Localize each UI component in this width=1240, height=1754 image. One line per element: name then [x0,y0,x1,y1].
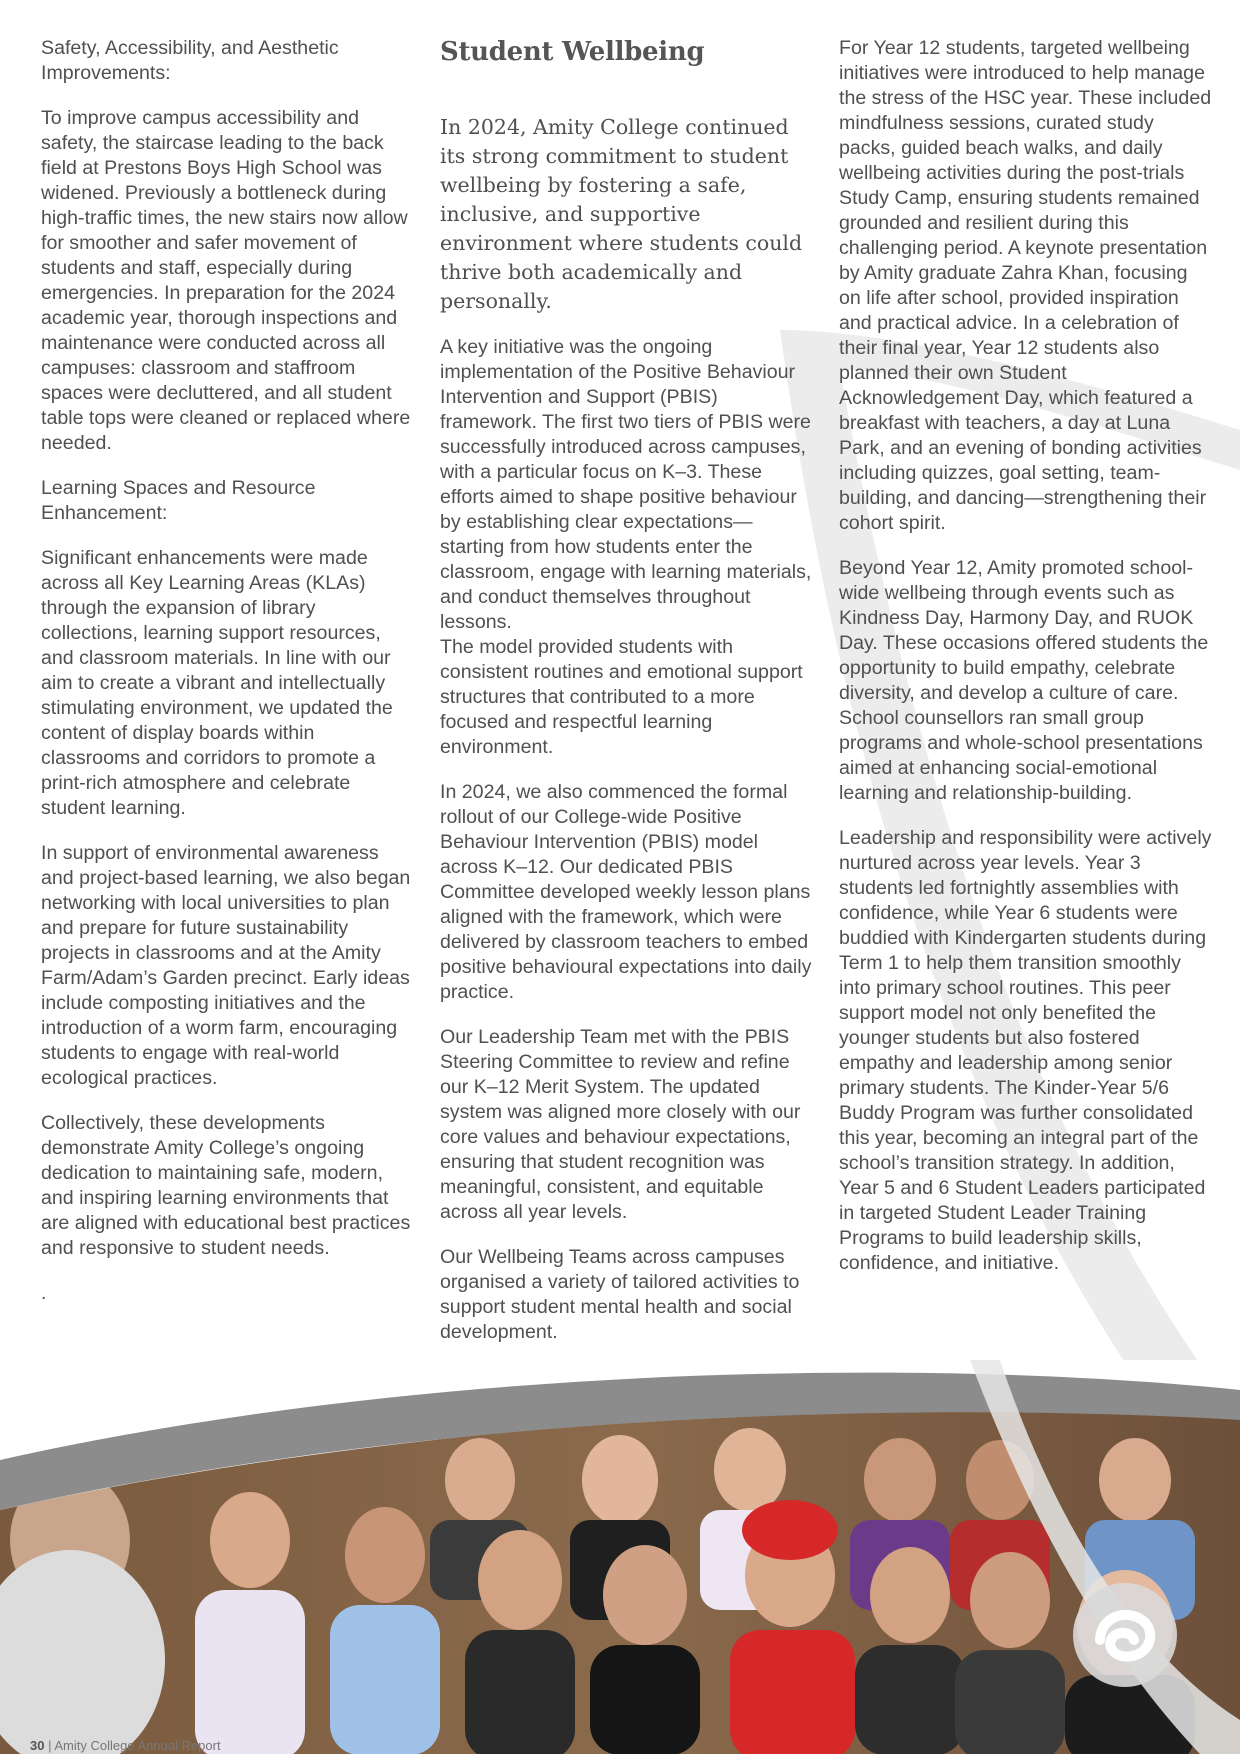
paragraph-pbis-framework: A key initiative was the ongoing implementation of the Positive Behaviour Intervention and Support (PBIS) framework. The first two tiers of PBIS were successfully introduced across campuses, with a particular focus on K–3. These efforts aimed to shape positive behaviour by establishing clear expectations—starting from how students enter the classroom, engage with learning materials, and conduct themselves throughout lessons. [440,336,812,633]
paragraph-leadership: Leadership and responsibility were actively nurtured across year levels. Year 3 students led fortnightly assemblies with confidence, while Year 6 students were buddied with Kindergarten students during Term 1 to help them transition smoothly into primary school routines. This peer support model not only benefited the younger students but also fostered empathy and leadership among senior primary students. The Kinder-Year 5/6 Buddy Program was further consolidated this year, becoming an integral part of the school’s transition strategy. In addition, Year 5 and 6 Student Leaders participated in targeted Student Leader Training Programs to build leadership skills, confidence, and initiative. [839,827,1212,1274]
section-title: Student Wellbeing [440,37,705,67]
column-right [839,36,1214,1296]
paragraph-merit-system: Our Leadership Team met with the PBIS Steering Committee to review and refine our K–12 Merit System. The updated system was aligned more closely with our core values and behaviour expectations, ensuring that student recognition was meaningful, consistent, and equitable across all year levels. [440,1026,801,1223]
subheading-learning-spaces: Learning Spaces and Resource Enhancement: [41,477,316,524]
report-name: Amity College Annual Report [54,1738,221,1753]
paragraph-enhancements: Significant enhancements were made across all Key Learning Areas (KLAs) through the expansion of library collections, learning support resources, and classroom materials. In line with our aim to create a vibrant and intellectually stimulating environment, we updated the content of display boards within classrooms and corridors to promote a print-rich atmosphere and celebrate student learning. [41,547,393,819]
paragraph-pbis-rollout: In 2024, we also commenced the formal rollout of our College-wide Positive Behaviour Intervention (PBIS) model across K–12. Our dedicated PBIS Committee developed weekly lesson plans aligned with the framework, which were delivered by classroom teachers to embed positive behavioural expectations into daily practice. [440,781,812,1003]
column-left [41,36,416,1326]
footer-separator: | [44,1738,55,1753]
paragraph-wellbeing-teams: Our Wellbeing Teams across campuses organised a variety of tailored activities to support student mental health and social development. [440,1246,800,1343]
paragraph-school-wide: Beyond Year 12, Amity promoted school-wide wellbeing through events such as Kindness Day, Harmony Day, and RUOK Day. These occasions offered students the opportunity to build empathy, celebrate diversity, and develop a culture of care. School counsellors ran small group programs and whole-school presentations aimed at enhancing social-emotional learning and relationship-building. [839,557,1209,804]
page-number: 30 [30,1738,45,1753]
paragraph-collectively: Collectively, these developments demonstrate Amity College’s ongoing dedication to maintaining safe, modern, and inspiring learning environments that are aligned with educational best practices and responsive to student needs. [41,1112,411,1259]
paragraph-environmental: In support of environmental awareness and project-based learning, we also began networking with local universities to plan and prepare for future sustainability projects in classrooms and at the Amity Farm/Adam’s Garden precinct. Early ideas include composting initiatives and the introduction of a worm farm, encouraging students to engage with real-world ecological practices. [41,842,411,1089]
column-middle [440,36,815,1365]
subheading-safety: Safety, Accessibility, and Aesthetic Improvements: [41,37,339,84]
paragraph-staircase: To improve campus accessibility and safety, the staircase leading to the back field at Prestons Boys High School was widened. Previously a bottleneck during high-traffic times, the new stairs now allow for smoother and safer movement of students and staff, especially during emergencies. In preparation for the 2024 academic year, thorough inspections and maintenance were conducted across all campuses: classroom and staffroom spaces were decluttered, and all student table tops were cleaned or replaced where needed. [41,107,411,454]
lead-paragraph: In 2024, Amity College continued its strong commitment to student wellbeing by fostering a safe, inclusive, and supportive environment where students could thrive both academically and personally. [440,115,803,313]
amity-logo-icon [1070,1580,1180,1690]
students-photo [0,1360,1240,1754]
stray-period: . [41,1282,47,1304]
paragraph-pbis-model: The model provided students with consistent routines and emotional support structures that contributed to a more focused and respectful learning environment. [440,636,803,758]
paragraph-year12: For Year 12 students, targeted wellbeing initiatives were introduced to help manage the stress of the HSC year. These included mindfulness sessions, curated study packs, guided beach walks, and daily wellbeing activities during the post-trials Study Camp, ensuring students remained grounded and resilient during this challenging period. A keynote presentation by Amity graduate Zahra Khan, focusing on life after school, provided inspiration and practical advice. In a celebration of their final year, Year 12 students also planned their own Student Acknowledgement Day, which featured a breakfast with teachers, a day at Luna Park, and an evening of bonding activities including quizzes, goal setting, team-building, and dancing—strengthening their cohort spirit. [839,37,1212,534]
page-footer [30,1738,221,1753]
photo-illustration [0,1360,1240,1754]
